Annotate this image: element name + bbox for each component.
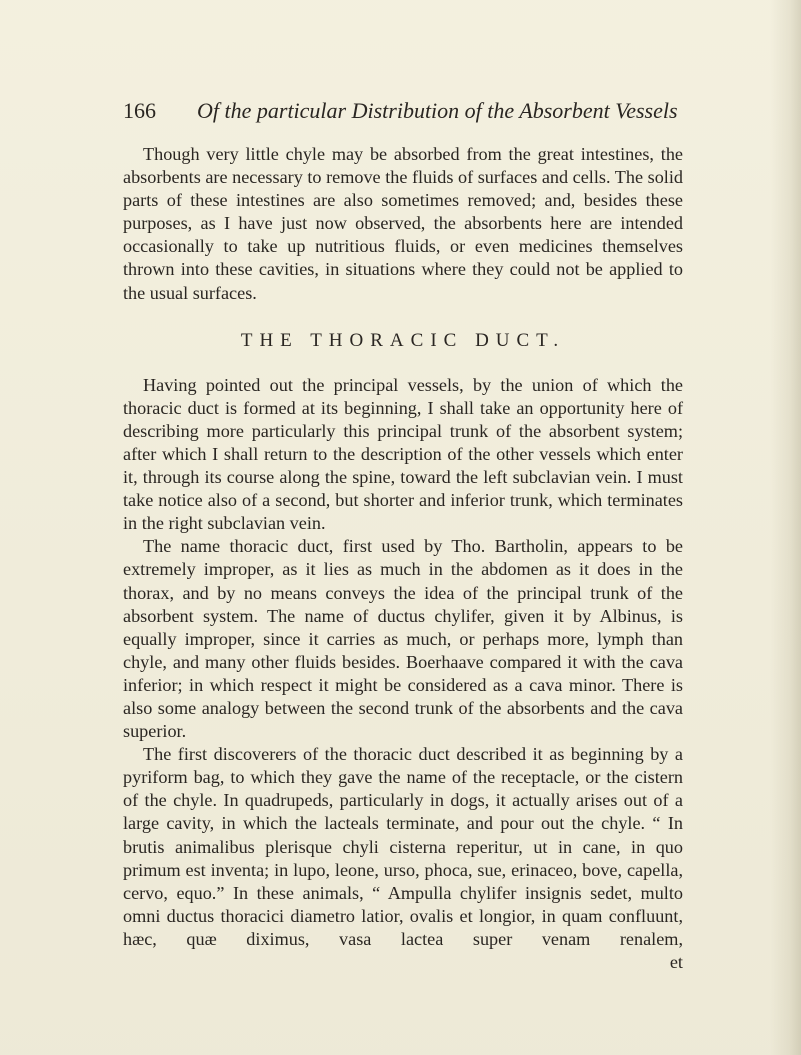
page-header <box>123 96 683 126</box>
page-body <box>123 143 683 974</box>
paragraph-first-discoverers: The first discoverers of the thoracic duct described it as beginning by a pyriform bag, to which they gave the name of the receptacle, or the cistern of the chyle. In quadrupeds, particularly in dogs, it actually arises out of a large cavity, in which the lacteals terminate, and pour out the chyle. “ In brutis animalibus plerisque chyli cisterna reperitur, ut in cane, in quo primum est inventa; in lupo, leone, urso, phoca, sue, erinaceo, bove, capella, cervo, equo.” In these animals, “ Ampulla chylifer insignis sedet, multo omni ductus thoracici diametro latior, ovalis et longior, in quam confluunt, hæc, quæ diximus, vasa lactea super venam renalem, <box>123 744 683 949</box>
paragraph-name-thoracic-duct: The name thoracic duct, first used by Tho. Bartholin, appears to be extremely improper, as it lies as much in the abdomen as it does in the thorax, and by no means conveys the idea of the principal trunk of the absorbent system. The name of ductus chylifer, given it by Albinus, is equally improper, since it carries as much, or perhaps more, lymph than chyle, and many other fluids besides. Boerhaave compared it with the cava inferior; in which respect it might be considered as a cava minor. There is also some analogy between the second trunk of the absorbents and the cava superior. <box>123 536 683 742</box>
paragraph-principal-vessels: Having pointed out the principal vessels, by the union of which the thoracic duct is formed at its beginning, I shall take an opportunity here of describing more particularly this principal trunk of the absorbent system; after which I shall return to the description of the other vessels which enter it, through its course along the spine, toward the left subclavian vein. I must take notice also of a second, but shorter and inferior trunk, which terminates in the right subclavian vein. <box>123 374 683 534</box>
paragraph-intestines: Though very little chyle may be absorbed from the great intestines, the absorbents are necessary to remove the fluids of surfaces and cells. The solid parts of these intestines are also sometimes removed; and, besides these purposes, as I have just now observed, the absorbents here are intended occasionally to take up nutritious fluids, or even medicines themselves thrown into these cavities, in situations where they could not be applied to the usual surfaces. <box>123 144 683 303</box>
section-heading: THE THORACIC DUCT. <box>240 329 566 351</box>
page-number: 166 <box>123 98 156 123</box>
catchword: et <box>669 952 683 972</box>
running-title: Of the particular Distribution of the Absorbent Vessels <box>197 98 678 123</box>
